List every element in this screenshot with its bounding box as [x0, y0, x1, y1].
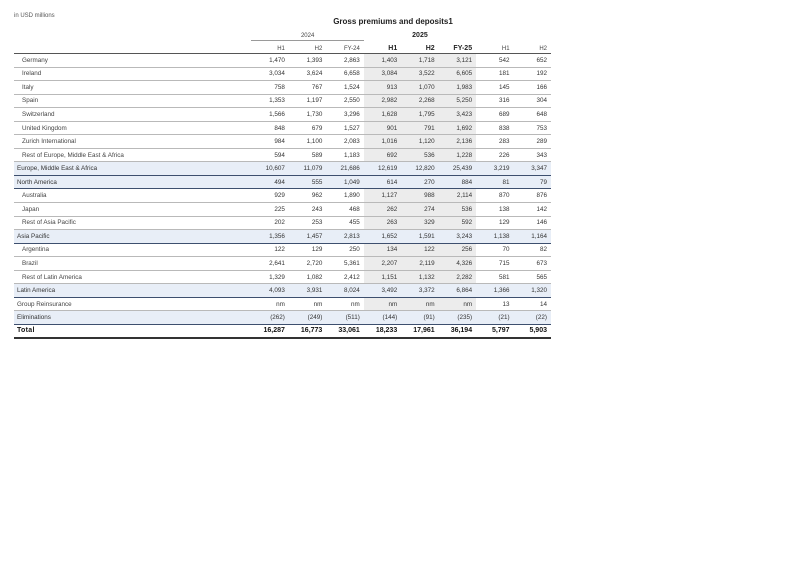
table-cell: 2,550: [326, 94, 363, 108]
table-cell: 270: [401, 175, 438, 189]
table-cell: 283: [476, 135, 513, 149]
table-cell: 5,361: [326, 257, 363, 271]
table-cell: 253: [289, 216, 326, 230]
table-cell: 1,652: [364, 230, 401, 244]
premiums-table: [14, 31, 551, 339]
table-cell: 202: [251, 216, 288, 230]
table-row: [14, 94, 551, 108]
table-cell: 2,863: [326, 54, 363, 68]
table-cell: 848: [251, 121, 288, 135]
row-label: Brazil: [14, 257, 251, 271]
table-cell: nm: [439, 297, 476, 311]
row-label: Australia: [14, 189, 251, 203]
year-header-spacer-right: [476, 31, 551, 41]
table-cell: 758: [251, 81, 288, 95]
table-cell: 1,082: [289, 270, 326, 284]
table-cell: 3,372: [401, 284, 438, 298]
table-row: [14, 121, 551, 135]
table-cell: (144): [364, 311, 401, 325]
table-cell: 79: [514, 175, 551, 189]
table-cell: 3,084: [364, 67, 401, 81]
table-cell: 1,070: [401, 81, 438, 95]
table-cell: 767: [289, 81, 326, 95]
table-cell: (22): [514, 311, 551, 325]
table-cell: 2,268: [401, 94, 438, 108]
column-header: H1: [364, 41, 401, 54]
row-label: Latin America: [14, 284, 251, 298]
subtotal-row: [14, 162, 551, 176]
table-cell: 1,127: [364, 189, 401, 203]
table-cell: 250: [326, 243, 363, 257]
table-cell: 1,016: [364, 135, 401, 149]
total-cell: 18,233: [364, 324, 401, 338]
table-cell: 12,820: [401, 162, 438, 176]
table-cell: 1,183: [326, 148, 363, 162]
table-row: [14, 270, 551, 284]
table-cell: 2,813: [326, 230, 363, 244]
table-cell: 225: [251, 203, 288, 217]
table-cell: (21): [476, 311, 513, 325]
table-cell: 1,164: [514, 230, 551, 244]
table-cell: 536: [439, 203, 476, 217]
table-cell: 1,356: [251, 230, 288, 244]
subtotal-row: [14, 284, 551, 298]
table-cell: 542: [476, 54, 513, 68]
row-label: Rest of Asia Pacific: [14, 216, 251, 230]
table-row: [14, 67, 551, 81]
table-cell: 1,228: [439, 148, 476, 162]
table-cell: (249): [289, 311, 326, 325]
table-cell: 181: [476, 67, 513, 81]
column-header: H1: [476, 41, 513, 54]
table-cell: 1,049: [326, 175, 363, 189]
table-cell: 4,093: [251, 284, 288, 298]
table-cell: 4,326: [439, 257, 476, 271]
table-cell: 1,591: [401, 230, 438, 244]
column-header: H1: [251, 41, 288, 54]
table-cell: 2,207: [364, 257, 401, 271]
table-cell: 3,296: [326, 108, 363, 122]
table-cell: 13: [476, 297, 513, 311]
table-cell: 2,412: [326, 270, 363, 284]
table-cell: 1,100: [289, 135, 326, 149]
table-title: Gross premiums and deposits1: [333, 17, 453, 26]
table-cell: 565: [514, 270, 551, 284]
row-label: North America: [14, 175, 251, 189]
table-cell: (262): [251, 311, 288, 325]
table-cell: 21,686: [326, 162, 363, 176]
table-cell: 129: [289, 243, 326, 257]
row-label: Italy: [14, 81, 251, 95]
column-header: H2: [401, 41, 438, 54]
table-cell: 1,151: [364, 270, 401, 284]
table-cell: 3,347: [514, 162, 551, 176]
table-cell: 614: [364, 175, 401, 189]
table-cell: 6,605: [439, 67, 476, 81]
table-cell: 468: [326, 203, 363, 217]
column-header-spacer: [14, 41, 251, 54]
table-cell: 343: [514, 148, 551, 162]
table-row: [14, 203, 551, 217]
column-header-row: [14, 41, 551, 54]
table-cell: 11,079: [289, 162, 326, 176]
table-cell: 316: [476, 94, 513, 108]
year-header-row: [14, 31, 551, 41]
table-cell: 14: [514, 297, 551, 311]
table-cell: (235): [439, 311, 476, 325]
table-cell: 1,120: [401, 135, 438, 149]
table-cell: 25,439: [439, 162, 476, 176]
table-cell: 2,136: [439, 135, 476, 149]
table-cell: 289: [514, 135, 551, 149]
table-cell: 12,619: [364, 162, 401, 176]
table-cell: 145: [476, 81, 513, 95]
table-cell: 1,329: [251, 270, 288, 284]
table-cell: 1,692: [439, 121, 476, 135]
total-label: Total: [14, 324, 251, 338]
table-cell: 884: [439, 175, 476, 189]
table-cell: 870: [476, 189, 513, 203]
row-label: Europe, Middle East & Africa: [14, 162, 251, 176]
table-cell: 5,250: [439, 94, 476, 108]
table-cell: 838: [476, 121, 513, 135]
row-label: Eliminations: [14, 311, 251, 325]
subtotal-row: [14, 311, 551, 325]
table-cell: 129: [476, 216, 513, 230]
table-cell: 1,718: [401, 54, 438, 68]
table-cell: 256: [439, 243, 476, 257]
table-cell: 679: [289, 121, 326, 135]
table-cell: 146: [514, 216, 551, 230]
subtotal-row: [14, 175, 551, 189]
table-cell: 1,890: [326, 189, 363, 203]
table-row: [14, 243, 551, 257]
table-cell: nm: [251, 297, 288, 311]
table-cell: nm: [364, 297, 401, 311]
table-body: [14, 54, 551, 325]
table-row: [14, 135, 551, 149]
table-cell: 226: [476, 148, 513, 162]
table-cell: nm: [289, 297, 326, 311]
table-row: [14, 81, 551, 95]
table-cell: 984: [251, 135, 288, 149]
table-cell: 455: [326, 216, 363, 230]
table-cell: 8,024: [326, 284, 363, 298]
table-cell: 263: [364, 216, 401, 230]
table-cell: 692: [364, 148, 401, 162]
table-cell: 715: [476, 257, 513, 271]
table-cell: (91): [401, 311, 438, 325]
table-cell: 122: [401, 243, 438, 257]
table-row: [14, 189, 551, 203]
table-cell: 134: [364, 243, 401, 257]
row-label: Ireland: [14, 67, 251, 81]
table-cell: 142: [514, 203, 551, 217]
table-cell: 901: [364, 121, 401, 135]
row-label: Switzerland: [14, 108, 251, 122]
table-cell: 536: [401, 148, 438, 162]
table-cell: 2,114: [439, 189, 476, 203]
table-cell: 6,658: [326, 67, 363, 81]
subtotal-row: [14, 230, 551, 244]
table-cell: 274: [401, 203, 438, 217]
table-cell: 1,393: [289, 54, 326, 68]
table-cell: 1,138: [476, 230, 513, 244]
table-cell: 3,624: [289, 67, 326, 81]
row-label: Germany: [14, 54, 251, 68]
year-2025-header: 2025: [412, 32, 428, 40]
table-cell: 652: [514, 54, 551, 68]
row-label: Japan: [14, 203, 251, 217]
table-cell: 10,607: [251, 162, 288, 176]
table-cell: 1,524: [326, 81, 363, 95]
table-cell: 3,219: [476, 162, 513, 176]
table-cell: 138: [476, 203, 513, 217]
table-cell: 555: [289, 175, 326, 189]
row-label: Argentina: [14, 243, 251, 257]
table-cell: 262: [364, 203, 401, 217]
table-row: [14, 297, 551, 311]
row-label: Zurich International: [14, 135, 251, 149]
table-cell: 2,720: [289, 257, 326, 271]
total-cell: 36,194: [439, 324, 476, 338]
row-label: Spain: [14, 94, 251, 108]
total-cell: 33,061: [326, 324, 363, 338]
table-cell: 962: [289, 189, 326, 203]
table-cell: (511): [326, 311, 363, 325]
row-label: Asia Pacific: [14, 230, 251, 244]
column-header: H2: [514, 41, 551, 54]
table-cell: 929: [251, 189, 288, 203]
year-header-spacer: [14, 31, 251, 41]
total-cell: 16,287: [251, 324, 288, 338]
table-cell: 2,982: [364, 94, 401, 108]
table-cell: 81: [476, 175, 513, 189]
column-header: H2: [289, 41, 326, 54]
table-cell: 988: [401, 189, 438, 203]
table-cell: 1,457: [289, 230, 326, 244]
table-row: [14, 54, 551, 68]
table-cell: 82: [514, 243, 551, 257]
table-cell: 673: [514, 257, 551, 271]
unit-note: in USD millions: [14, 13, 55, 19]
column-header: FY-24: [326, 41, 363, 54]
table-cell: 1,983: [439, 81, 476, 95]
table-cell: nm: [401, 297, 438, 311]
total-cell: 5,903: [514, 324, 551, 338]
table-cell: 3,034: [251, 67, 288, 81]
table-cell: 329: [401, 216, 438, 230]
table-cell: 2,119: [401, 257, 438, 271]
table-cell: 1,628: [364, 108, 401, 122]
table-cell: 753: [514, 121, 551, 135]
table-cell: 1,197: [289, 94, 326, 108]
table-cell: 1,566: [251, 108, 288, 122]
table-cell: 581: [476, 270, 513, 284]
table-cell: 1,730: [289, 108, 326, 122]
total-cell: 5,797: [476, 324, 513, 338]
table-cell: 1,366: [476, 284, 513, 298]
table-cell: 3,423: [439, 108, 476, 122]
table-cell: 1,353: [251, 94, 288, 108]
table-cell: 3,522: [401, 67, 438, 81]
table-cell: 192: [514, 67, 551, 81]
row-label: Rest of Latin America: [14, 270, 251, 284]
table-cell: 791: [401, 121, 438, 135]
table-cell: 3,243: [439, 230, 476, 244]
table-cell: 1,527: [326, 121, 363, 135]
table-cell: 3,121: [439, 54, 476, 68]
table-cell: 594: [251, 148, 288, 162]
table-cell: 494: [251, 175, 288, 189]
table-row: [14, 108, 551, 122]
table-cell: 1,132: [401, 270, 438, 284]
table-cell: 2,083: [326, 135, 363, 149]
table-cell: 166: [514, 81, 551, 95]
table-cell: 3,931: [289, 284, 326, 298]
table-cell: 913: [364, 81, 401, 95]
table-cell: 2,282: [439, 270, 476, 284]
row-label: United Kingdom: [14, 121, 251, 135]
table-cell: 6,864: [439, 284, 476, 298]
total-cell: 16,773: [289, 324, 326, 338]
table-cell: 304: [514, 94, 551, 108]
table-cell: 1,403: [364, 54, 401, 68]
table-cell: 70: [476, 243, 513, 257]
table-row: [14, 148, 551, 162]
total-cell: 17,961: [401, 324, 438, 338]
total-row: [14, 324, 551, 338]
table-cell: 1,795: [401, 108, 438, 122]
table-row: [14, 216, 551, 230]
table-row: [14, 257, 551, 271]
table-cell: 589: [289, 148, 326, 162]
row-label: Group Reinsurance: [14, 297, 251, 311]
row-label: Rest of Europe, Middle East & Africa: [14, 148, 251, 162]
table-cell: 243: [289, 203, 326, 217]
table-cell: 3,492: [364, 284, 401, 298]
table-cell: 648: [514, 108, 551, 122]
column-header: FY-25: [439, 41, 476, 54]
table-cell: 1,320: [514, 284, 551, 298]
table-cell: 1,470: [251, 54, 288, 68]
table-cell: 689: [476, 108, 513, 122]
table-cell: 592: [439, 216, 476, 230]
table-cell: nm: [326, 297, 363, 311]
year-2024-header: 2024: [251, 31, 363, 41]
table-cell: 876: [514, 189, 551, 203]
table-cell: 2,641: [251, 257, 288, 271]
table-cell: 122: [251, 243, 288, 257]
